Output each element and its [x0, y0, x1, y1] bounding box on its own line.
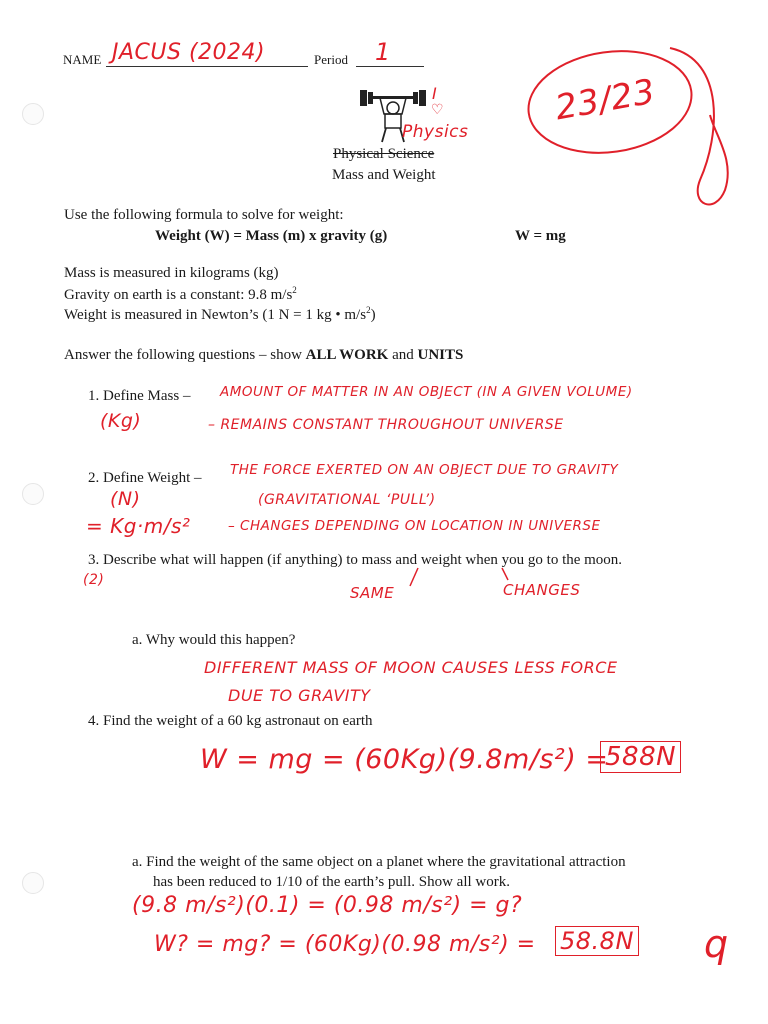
q4-label: 4. Find the weight of a 60 kg astronaut on earth [88, 713, 373, 729]
q4a-work-line2: W? = mg? = (60Kg)(0.98 m/s²) = [154, 932, 536, 957]
q3a-answer-line1: DIFFERENT MASS OF MOON CAUSES LESS FORCE [204, 658, 618, 677]
q2-unit-equation: = Kg·m/s² [86, 514, 191, 538]
hole-punch-middle [22, 483, 44, 505]
margin-mark: q [704, 922, 729, 966]
name-value: JACUS (2024) [112, 40, 266, 65]
answer-instruction [64, 347, 463, 364]
q3-points: (2) [83, 572, 105, 588]
instruction-text: Use the following formula to solve for weight: [64, 207, 344, 223]
q1-answer-line1: AMOUNT OF MATTER IN AN OBJECT (IN A GIVEN VOLUME) [220, 384, 633, 400]
formula-text: Weight (W) = Mass (m) x gravity (g) [155, 228, 388, 244]
period-label: Period [314, 52, 348, 67]
q2-unit: (N) [110, 488, 141, 510]
q2-label: 2. Define Weight – [88, 470, 202, 486]
worksheet-title: Mass and Weight [332, 167, 436, 183]
q2-answer-line2: (GRAVITATIONAL ‘PULL’) [258, 492, 436, 508]
gravity-text: Gravity on earth is a constant: 9.8 m/s [64, 287, 293, 303]
q3-weight-answer: CHANGES [503, 581, 581, 599]
weight-unit-line [64, 305, 376, 324]
q3-mass-answer: SAME [350, 584, 395, 602]
hole-punch-bottom [22, 872, 44, 894]
period-value: 1 [375, 38, 391, 66]
name-line [106, 66, 308, 67]
weight-text: Weight is measured in Newton’s (1 N = 1 kg • m/s [64, 307, 367, 323]
q4a-label-line2: has been reduced to 1/10 of the earth’s pull. Show all work. [153, 874, 510, 890]
q3-label: 3. Describe what will happen (if anything) to mass and weight when you go to the moon. [88, 552, 623, 568]
period-line [356, 66, 424, 67]
doodle-i: I [432, 84, 438, 103]
name-label: NAME [63, 52, 102, 67]
weight-sup: 2 [366, 305, 371, 315]
score: 23/23 [552, 71, 659, 129]
q2-answer-line1: THE FORCE EXERTED ON AN OBJECT DUE TO GRAVITY [230, 462, 619, 478]
answer-prefix: Answer the following questions – show [64, 347, 302, 363]
q3-arrows [380, 562, 520, 592]
q3a-answer-line2: DUE TO GRAVITY [228, 686, 371, 705]
q3a-label: a. Why would this happen? [132, 632, 296, 648]
q2-answer-line3: – CHANGES DEPENDING ON LOCATION IN UNIVERSE [228, 518, 601, 534]
q1-label: 1. Define Mass – [88, 388, 191, 404]
formula-short: W = mg [515, 228, 566, 244]
gravity-line [64, 285, 297, 304]
weight-close: ) [370, 307, 376, 323]
q1-answer-line2: – REMAINS CONSTANT THROUGHOUT UNIVERSE [208, 417, 564, 433]
q4a-work-line1: (9.8 m/s²)(0.1) = (0.98 m/s²) = g? [132, 893, 523, 918]
doodle-physics: Physics [402, 122, 469, 142]
course-struck: Physical Science [333, 146, 435, 162]
hole-punch-top [22, 103, 44, 125]
q4a-result: 58.8N [555, 926, 639, 956]
answer-units: UNITS [417, 347, 464, 363]
heart-icon: ♡ [431, 102, 445, 118]
answer-all-work: ALL WORK [305, 347, 389, 363]
mass-unit-line: Mass is measured in kilograms (kg) [64, 265, 279, 281]
q4-result: 588N [600, 741, 681, 773]
answer-and: and [392, 347, 414, 363]
q4-work: W = mg = (60Kg)(9.8m/s²) = [200, 744, 609, 775]
q4a-label-line1: a. Find the weight of the same object on a planet where the gravitational attraction [132, 854, 626, 870]
q1-unit: (Kg) [100, 410, 142, 432]
gravity-sup: 2 [292, 285, 297, 295]
score-circle [520, 40, 755, 215]
